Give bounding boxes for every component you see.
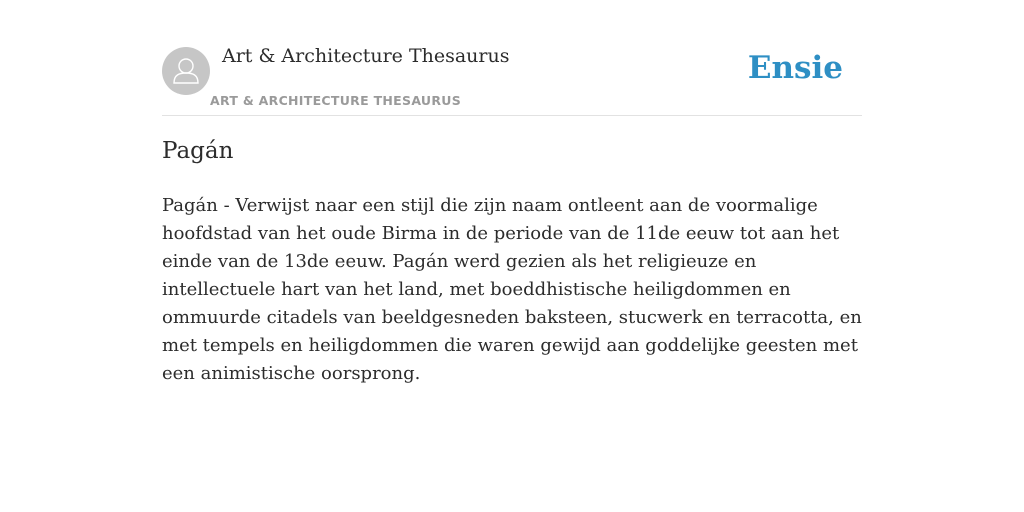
author-name[interactable]: Art & Architecture Thesaurus bbox=[222, 45, 510, 67]
page-title: Pagán bbox=[162, 138, 234, 164]
source-label: ART & ARCHITECTURE THESAURUS bbox=[210, 93, 462, 108]
definition-text: Pagán - Verwijst naar een stijl die zijn naam ontleent aan de voormalige hoofdstad van het oude Birma in de periode van de 11de eeuw tot aan het einde van de 13de eeuw. Pagán werd gezien als het religieuze en intellectuele hart van het land, met boeddhistische heiligdommen en ommuurde citadels van beeldgesneden baksteen, stucwerk en terracotta, en met tempels en heiligdommen die waren gewijd aan goddelijke geesten met een animistische oorsprong. bbox=[162, 195, 862, 384]
user-silhouette-icon bbox=[162, 47, 210, 95]
avatar[interactable] bbox=[162, 47, 210, 95]
brand-logo[interactable]: Ensie bbox=[747, 50, 843, 86]
author-header bbox=[162, 40, 862, 116]
